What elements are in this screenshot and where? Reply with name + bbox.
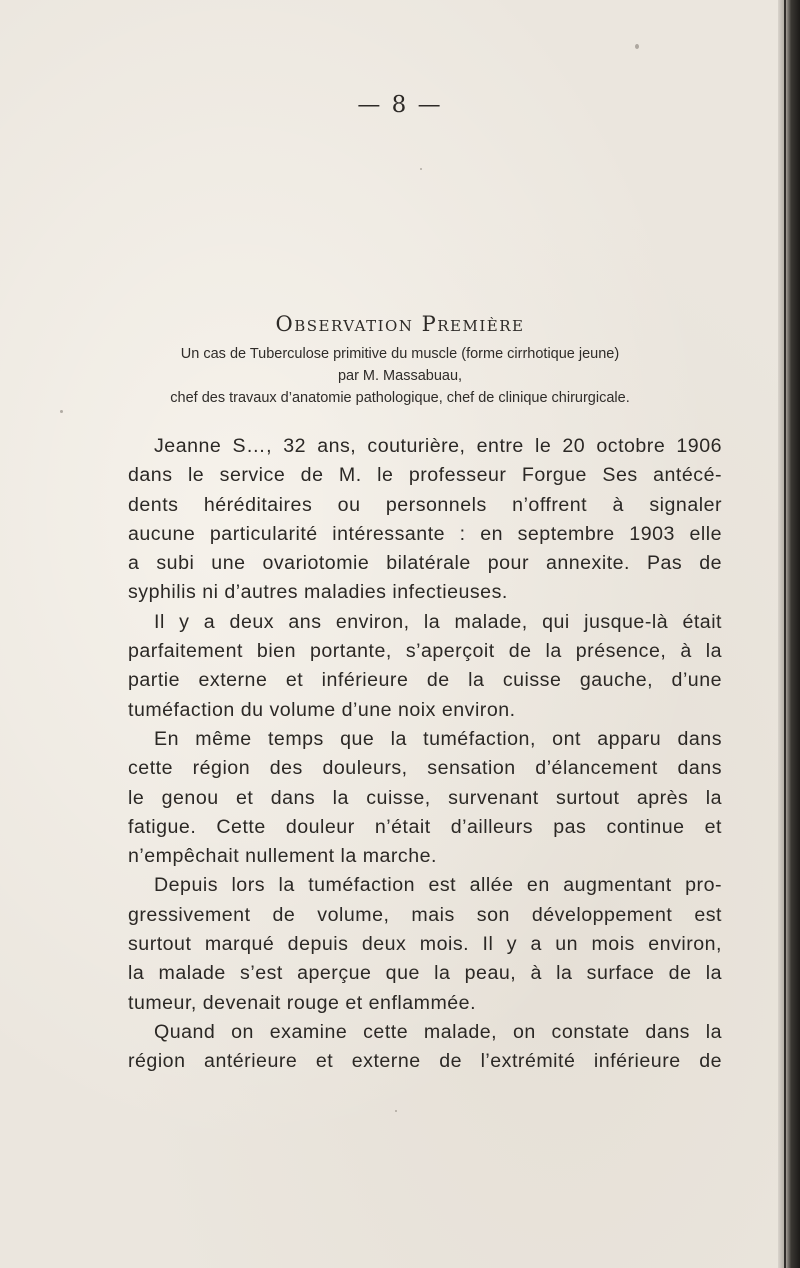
body-line: Il y a deux ans environ, la malade, qui jusque-là était xyxy=(154,610,722,633)
body-line: aucune particularité intéressante : en septembre 1903 elle xyxy=(128,522,722,545)
body-line: région antérieure et externe de l’extrémité inférieure de xyxy=(128,1050,722,1073)
body-line: gressivement de volume, mais son développement est xyxy=(128,903,722,926)
body-line: cette région des douleurs, sensation d’élancement dans xyxy=(128,757,722,780)
body-line: En même temps que la tuméfaction, ont apparu dans xyxy=(154,727,722,750)
observation-header xyxy=(150,343,650,409)
book-binding-line xyxy=(784,0,786,1268)
body-line: fatigue. Cette douleur n’était d’ailleurs pas continue et xyxy=(128,815,722,838)
body-line: surtout marqué depuis deux mois. Il y a un mois environ, xyxy=(128,933,722,956)
body-line: la malade s’est aperçue que la peau, à la surface de la xyxy=(128,962,722,985)
body-line: tuméfaction du volume d’une noix environ. xyxy=(128,698,516,721)
body-line: dents héréditaires ou personnels n’offrent à signaler xyxy=(128,493,722,516)
body-line: dans le service de M. le professeur Forgue Ses antécé- xyxy=(128,464,722,487)
paper-speck xyxy=(395,1110,397,1112)
body-line: Quand on examine cette malade, on constate dans la xyxy=(154,1020,722,1043)
page-title: Observation Première xyxy=(275,312,525,336)
book-binding-edge xyxy=(778,0,800,1268)
paper-speck xyxy=(420,168,422,170)
observation-body xyxy=(128,432,722,1077)
body-line: partie externe et inférieure de la cuisse gauche, d’une xyxy=(128,669,722,692)
paper-speck xyxy=(60,410,63,413)
body-line: le genou et dans la cuisse, survenant surtout après la xyxy=(128,786,722,809)
body-line: Jeanne S…, 32 ans, couturière, entre le 20 octobre 1906 xyxy=(154,435,722,457)
header-line-affiliation: chef des travaux d’anatomie pathologique, chef de clinique chirurgicale. xyxy=(170,390,630,406)
page-number: — 8 — xyxy=(357,92,443,118)
body-line: Depuis lors la tuméfaction est allée en augmentant pro- xyxy=(154,874,722,897)
header-line-author: par M. Massabuau, xyxy=(337,368,463,384)
body-line: tumeur, devenait rouge et enflammée. xyxy=(128,991,477,1014)
body-line: parfaitement bien portante, s’aperçoit de la présence, à la xyxy=(128,640,722,663)
body-line: syphilis ni d’autres maladies infectieuses. xyxy=(128,581,508,604)
body-line: a subi une ovariotomie bilatérale pour annexite. Pas de xyxy=(128,552,722,575)
body-line: n’empêchait nullement la marche. xyxy=(128,845,437,868)
header-line-subject: Un cas de Tuberculose primitive du muscle (forme cirrhotique jeune) xyxy=(180,346,620,362)
paper-speck xyxy=(635,44,639,49)
